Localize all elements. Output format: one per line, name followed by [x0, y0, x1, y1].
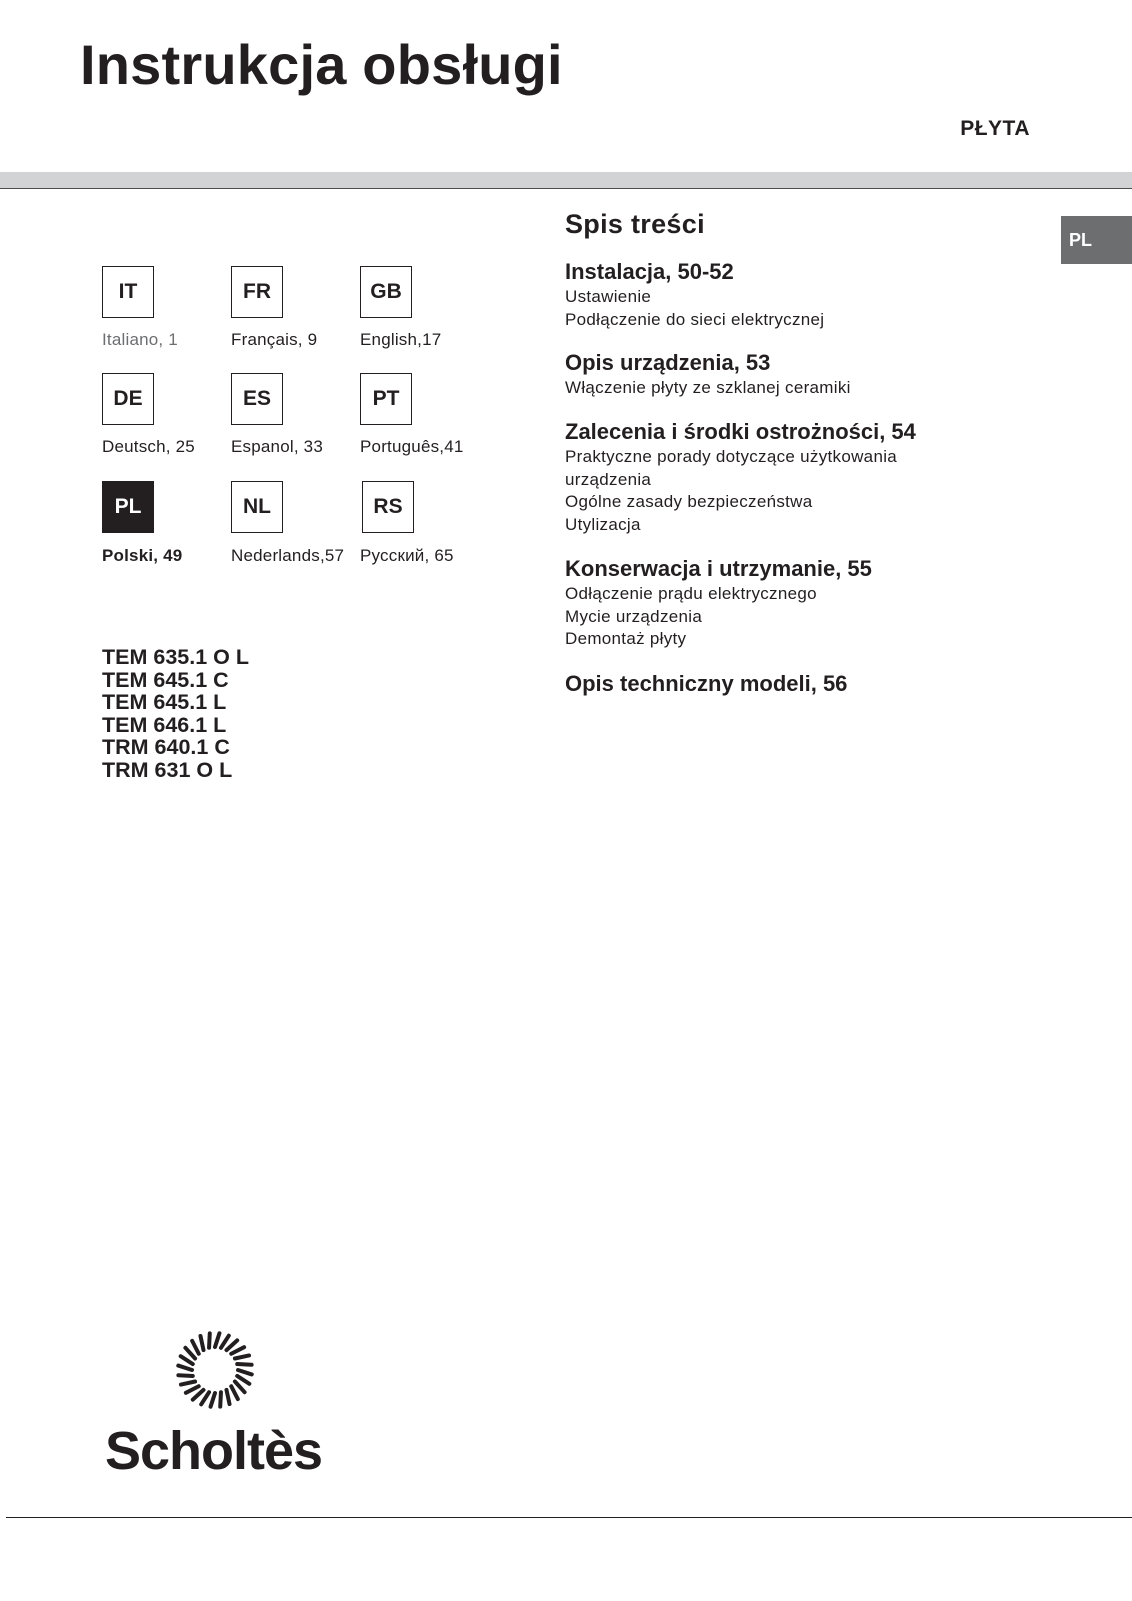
toc-item: Włączenie płyty ze szklanej ceramiki [565, 378, 851, 397]
sun-ray [235, 1382, 245, 1393]
toc-section-maintenance [565, 555, 872, 651]
toc-item: Odłączenie prądu elektrycznego [565, 584, 817, 603]
toc-heading[interactable]: Opis techniczny modeli, 56 [565, 671, 848, 696]
toc-item: Mycie urządzenia [565, 606, 703, 626]
toc-section-description [565, 349, 851, 400]
language-box-es[interactable]: ES [231, 373, 283, 425]
sun-ray [238, 1370, 252, 1374]
footer-divider [6, 1517, 1132, 1518]
language-label-fr: Français, 9 [231, 330, 318, 349]
sun-ray [231, 1386, 238, 1399]
language-box-rs[interactable]: RS [362, 481, 414, 533]
sun-ray [235, 1355, 249, 1358]
model-item: TEM 635.1 O L [102, 645, 249, 669]
sun-ray [200, 1336, 203, 1350]
sun-ray [201, 1392, 209, 1404]
model-item: TRM 631 O L [102, 757, 233, 782]
language-box-de[interactable]: DE [102, 373, 154, 425]
language-label-pl: Polski, 49 [102, 546, 183, 565]
sun-ray [181, 1356, 193, 1364]
language-box-nl[interactable]: NL [231, 481, 283, 533]
sun-ray [227, 1390, 230, 1404]
language-box-gb[interactable]: GB [360, 266, 412, 318]
model-item: TEM 645.1 C [102, 667, 229, 692]
language-box-pt[interactable]: PT [360, 373, 412, 425]
brand-logo [105, 1325, 340, 1485]
sun-ray [220, 1392, 221, 1406]
toc-section-safety [565, 418, 916, 536]
toc-title: Spis treści [565, 209, 705, 239]
model-item: TEM 646.1 L [102, 712, 227, 737]
toc-item: Praktyczne porady dotyczące użytkowania [565, 447, 898, 466]
toc-item: Demontaż płyty [565, 629, 687, 648]
language-label-it: Italiano, 1 [102, 330, 178, 349]
toc-heading[interactable]: Zalecenia i środki ostrożności, 54 [565, 419, 916, 444]
toc-item: Podłączenie do sieci elektrycznej [565, 309, 825, 329]
page-title: Instrukcja obsługi [80, 33, 563, 96]
language-label-de: Deutsch, 25 [102, 437, 195, 456]
language-label-nl: Nederlands,57 [231, 546, 345, 565]
header-divider-band [0, 172, 1132, 189]
model-list [102, 646, 249, 782]
language-label-gb: English,17 [360, 330, 442, 349]
language-box-pl[interactable]: PL [102, 481, 154, 533]
sun-ray [237, 1364, 251, 1365]
toc-item: Utylizacja [565, 514, 641, 534]
model-item: TRM 640.1 C [102, 735, 230, 760]
sun-burst-logo-icon [178, 1333, 251, 1406]
sun-ray [227, 1340, 238, 1350]
sun-ray [186, 1386, 199, 1393]
sun-ray [211, 1393, 215, 1407]
product-type-label: PŁYTA [960, 117, 1030, 140]
model-item: TEM 645.1 L [102, 690, 227, 715]
toc-item: Ogólne zasady bezpieczeństwa [565, 492, 813, 511]
sun-ray [185, 1348, 195, 1359]
toc-item: urządzenia [565, 469, 652, 489]
toc-heading[interactable]: Instalacja, 50-52 [565, 259, 734, 284]
toc-section-installation [565, 258, 824, 331]
sun-ray [237, 1376, 249, 1384]
sun-ray [178, 1375, 192, 1376]
sun-ray [192, 1341, 199, 1354]
sun-ray [181, 1382, 195, 1385]
language-box-it[interactable]: IT [102, 266, 154, 318]
sun-ray [193, 1390, 204, 1400]
language-tab-pl: PL [1061, 216, 1132, 264]
sun-ray [209, 1333, 210, 1347]
sun-ray [231, 1347, 244, 1354]
language-label-rs: Русский, 65 [360, 546, 454, 565]
toc-section-technical [565, 670, 847, 698]
sun-ray [178, 1366, 192, 1370]
toc-heading[interactable]: Konserwacja i utrzymanie, 55 [565, 556, 872, 581]
sun-ray [221, 1336, 229, 1348]
sun-ray [215, 1333, 219, 1347]
brand-wordmark: Scholtès [105, 1421, 323, 1481]
language-label-es: Espanol, 33 [231, 437, 323, 456]
toc-heading[interactable]: Opis urządzenia, 53 [565, 350, 771, 375]
language-box-fr[interactable]: FR [231, 266, 283, 318]
toc-item: Ustawienie [565, 287, 652, 306]
language-label-pt: Português,41 [360, 437, 464, 456]
